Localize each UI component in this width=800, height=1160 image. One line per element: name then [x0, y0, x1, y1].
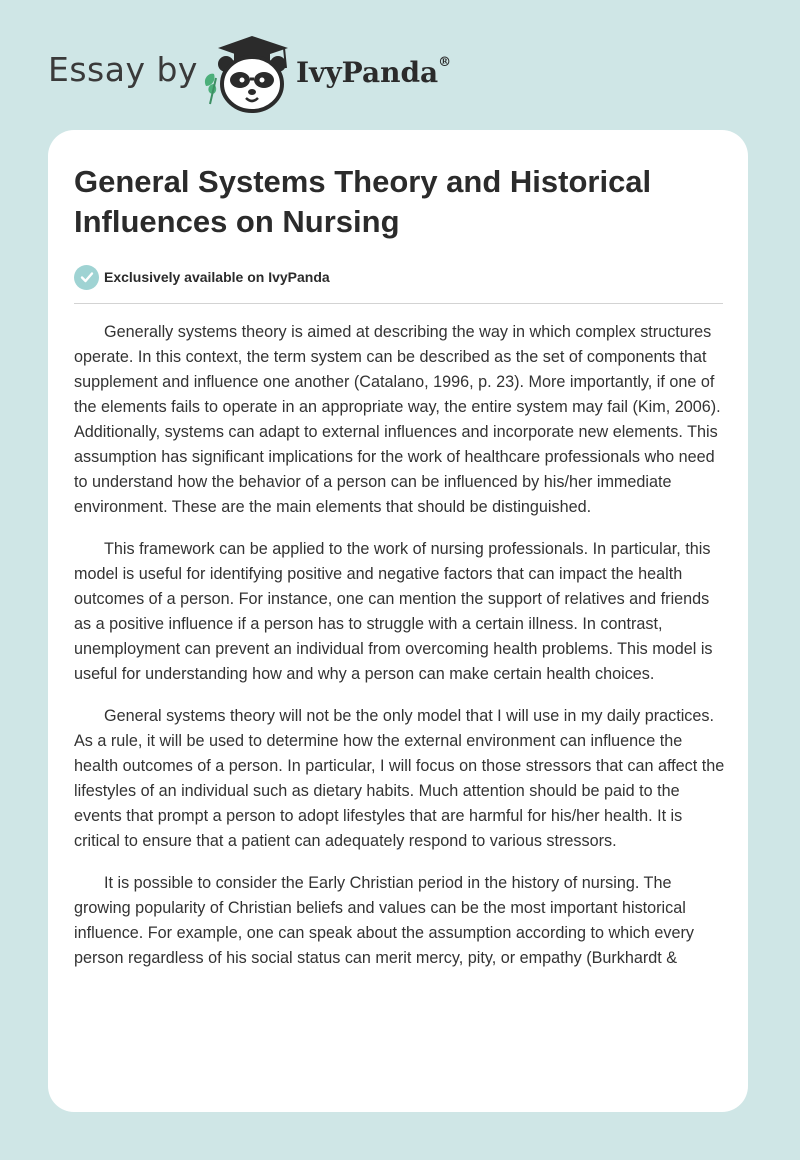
check-circle-icon	[74, 265, 99, 290]
page-title: General Systems Theory and Historical Influences on Nursing	[74, 164, 652, 239]
essay-body	[74, 320, 726, 988]
brand-name[interactable]	[296, 56, 451, 89]
essay-card	[48, 130, 748, 1112]
exclusive-badge	[74, 264, 330, 290]
essay-by-label: Essay by	[48, 50, 198, 89]
site-header	[0, 0, 800, 130]
panda-logo-icon[interactable]	[200, 34, 300, 114]
paragraph: It is possible to consider the Early Christian period in the history of nursing. The growing popularity of Christian beliefs and values can be the most important historical influence. For example, one can speak about the assumption according to which every person regardless of his social status can merit mercy, pity, or empathy (Burkhardt &	[74, 874, 694, 967]
paragraph: Generally systems theory is aimed at describing the way in which complex structures operate. In this context, the term system can be described as the set of components that supplement and influence one another (Catalano, 1996, p. 23). More importantly, if one of the elements fails to operate in an appropriate way, the entire system may fail (Kim, 2006). Additionally, systems can adapt to external influences and incorporate new elements. This assumption has significant implications for the work of healthcare professionals who need to understand how the behavior of a person can be influenced by his/her immediate environment. These are the main elements that should be distinguished.	[74, 323, 721, 516]
exclusive-label: Exclusively available on IvyPanda	[104, 269, 330, 285]
registered-mark: ®	[438, 54, 452, 70]
paragraph: This framework can be applied to the work of nursing professionals. In particular, this model is useful for identifying positive and negative factors that can impact the health outcomes of a person. For instance, one can mention the support of relatives and friends as a positive influence if a person has to struggle with a certain illness. In contrast, unemployment can prevent an individual from overcoming health problems. This model is useful for understanding how and why a person can make certain health choices.	[74, 540, 713, 683]
brand-text: IvyPanda	[296, 56, 439, 89]
paragraph: General systems theory will not be the only model that I will use in my daily practices. As a rule, it will be used to determine how the external environment can influence the health outcomes of a person. In particular, I will focus on those stressors that can affect the lifestyles of an individual such as dietary habits. Much attention should be paid to the events that prompt a person to adopt lifestyles that are harmful for his/her health. It is critical to ensure that a patient can adequately respond to various stressors.	[74, 707, 725, 850]
divider	[74, 303, 723, 304]
